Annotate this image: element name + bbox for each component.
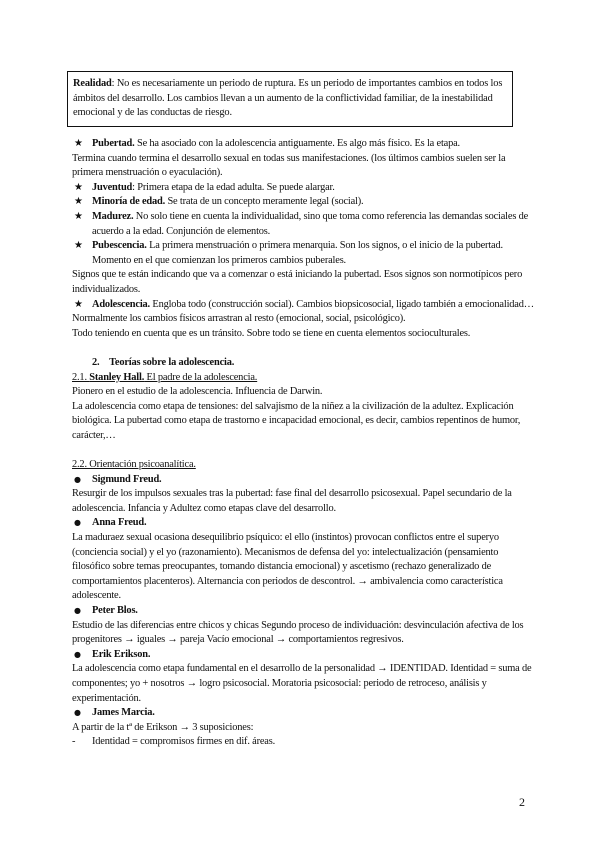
term-text: Engloba todo (construcción social). Cambios biopsicosocial, ligado también a emocionalidad… [149, 298, 534, 310]
subsection-name: Stanley Hall. [89, 371, 145, 383]
paragraph: A partir de la tª de Erikson → 3 suposiciones: [72, 721, 254, 733]
section-number: 2. [92, 356, 100, 368]
reality-box [67, 71, 513, 127]
paragraph: Pionero en el estudio de la adolescencia. Influencia de Darwin. [72, 386, 323, 398]
term-item [72, 298, 534, 313]
term-item [72, 239, 534, 268]
subsection-heading: 2.2. Orientación psicoanalítica. [72, 459, 196, 471]
author-item: ● James Marcia. [72, 706, 534, 721]
term-label: Pubescencia. [92, 240, 147, 252]
subsection-heading [72, 371, 534, 386]
subsection-rest: El padre de la adolescencia. [144, 371, 258, 383]
content [72, 137, 534, 750]
subsection-number: 2.1. [72, 371, 90, 383]
reality-term: Realidad [73, 78, 112, 89]
paragraph: Signos que te están indicando que va a comenzar o está iniciando la pubertad. Esos signos son normotípicos pero individualizados. [72, 269, 523, 295]
term-label: Juventud [92, 181, 133, 193]
term-item [72, 181, 534, 196]
author-item: ● Erik Erikson. [72, 648, 534, 663]
term-text: Se trata de un concepto meramente legal (social). [165, 196, 364, 208]
page-number: 2 [519, 795, 525, 809]
term-label: Madurez. [92, 210, 134, 222]
section-title: Teorías sobre la adolescencia. [109, 356, 235, 368]
author-item: ● Peter Blos. [72, 604, 534, 619]
paragraph: Termina cuando termina el desarrollo sexual en todas sus manifestaciones. (los últimos cambios suelen ser la primera menstruación o eyaculación). [72, 152, 506, 179]
term-item [72, 195, 534, 210]
term-text: La primera menstruación o primera menarquia. Son los signos, o el inicio de la pubertad. Momento en el que comienzan los primeros cambios puberales. [92, 240, 503, 266]
paragraph: La adolescencia como etapa de tensiones: del salvajismo de la niñez a la civilización de la adultez. Explicación biológica. La pubertad como etapa de trastorno e incapacidad emocional, es decir, cambios repentinos de humor, carácter,… [72, 400, 521, 441]
term-text: Se ha asociado con la adolescencia antiguamente. Es algo más físico. Es la etapa. [134, 138, 460, 149]
dash-item: - Identidad = compromisos firmes en dif. áreas. [72, 735, 534, 750]
paragraph: Normalmente los cambios físicos arrastran al resto (emocional, social, psicológico). [72, 313, 406, 325]
paragraph: Resurgir de los impulsos sexuales tras la pubertad: fase final del desarrollo psicosexual. Papel secundario de la adolescencia. Infancia y Adultez como etapas clave del desarrollo. [72, 488, 512, 514]
term-item [72, 210, 534, 239]
term-item [72, 137, 534, 152]
paragraph: La adolescencia como etapa fundamental en el desarrollo de la personalidad → IDENTIDAD. Identidad = suma de componentes; yo + nosotros → logro psicosocial. Moratoria psicosocial: periodo de retroceso, análisis y experimentación. [72, 663, 532, 704]
term-label: Minoría de edad. [92, 196, 166, 208]
paragraph: La maduraez sexual ocasiona desequilibrio psíquico: el ello (instintos) provocan conflictos entre el superyo (conciencia social) y el yo (razonamiento). Mecanismos de defensa del yo: intelectualización (pensamiento filosófico sobre temas preocupantes, tomando distancia emocional) y ascetismo (rechazo generalizado de comportamientos placenteros). Alternancia con periodos de descontrol. → ambivalencia como característica adolescente. [72, 532, 503, 602]
section-heading [72, 356, 534, 371]
term-label: Adolescencia. [92, 298, 150, 310]
paragraph: Todo teniendo en cuenta que es un tránsito. Sobre todo se tiene en cuenta elementos socioculturales. [72, 327, 471, 339]
author-item: ● Sigmund Freud. [72, 473, 534, 488]
term-text: No solo tiene en cuenta la individualidad, sino que toma como referencia las demandas sociales de acuerdo a la edad. Conjunción de elementos. [92, 210, 529, 237]
term-text: : Primera etapa de la edad adulta. Se puede alargar. [132, 181, 335, 193]
reality-text: : No es necesariamente un periodo de ruptura. Es un periodo de importantes cambios en todos los ámbitos del desarrollo. Los cambios llevan a un aumento de la conflictividad familiar, de la inestabilidad emocional y de las conductas de riesgo. [73, 78, 503, 119]
paragraph: Estudio de las diferencias entre chicos y chicas Segundo proceso de individuación: desvinculación afectiva de los progenitores → iguales → pareja Vacío emocional → comportamientos regresivos. [72, 619, 524, 646]
term-label: Pubertad. [92, 138, 135, 149]
author-item: ● Anna Freud. [72, 516, 534, 531]
